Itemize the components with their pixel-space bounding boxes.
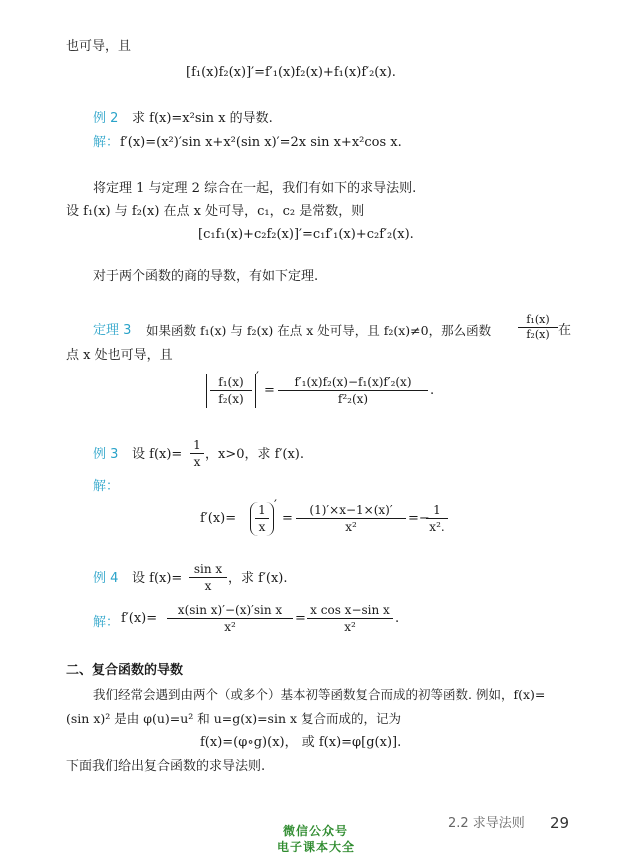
fraction-denominator: x xyxy=(189,577,227,594)
watermark-line-1: 微信公众号 xyxy=(283,824,349,838)
prime-mark: ′ xyxy=(274,498,277,513)
text-line: 点 x 处也可导，且 xyxy=(66,348,173,363)
solution-label: 解： xyxy=(93,135,120,150)
example-4-fraction xyxy=(189,561,227,594)
equals-sign: = xyxy=(295,611,306,626)
equals-sign: = xyxy=(282,511,293,526)
footer-section-title: 2.2 求导法则 xyxy=(448,816,525,831)
solution-label: 解： xyxy=(93,479,120,494)
paragraph-line: 我们经常会遇到由两个（或多个）基本初等函数复合而成的初等函数. 例如，f(x)= xyxy=(93,687,546,702)
fraction-numerator: sin x xyxy=(193,562,223,576)
text-line: ，求 f′(x). xyxy=(228,571,288,586)
bracketed-fraction xyxy=(206,374,256,408)
period: . xyxy=(395,611,400,626)
example-3-fraction xyxy=(190,437,204,470)
paragraph-line: (sin x)² 是由 φ(u)=u² 和 u=g(x)=sin x 复合而成的，记为 xyxy=(66,711,401,726)
text-line: 在 xyxy=(558,323,572,338)
fraction-denominator: x² xyxy=(307,618,393,635)
fraction-numerator: f₁(x) xyxy=(526,313,550,326)
text-line: 设 f₁(x) 与 f₂(x) 在点 x 处可导，c₁，c₂ 是常数，则 xyxy=(66,204,365,219)
fraction-numerator: x cos x−sin x xyxy=(310,603,390,617)
section-heading: 二、复合函数的导数 xyxy=(66,663,184,678)
first-fraction xyxy=(167,602,293,635)
solution-label: 解： xyxy=(93,615,120,630)
text-line: ，x>0，求 f′(x). xyxy=(205,447,304,462)
fraction-numerator: f₁(x) xyxy=(218,375,244,389)
fraction-numerator: f′₁(x)f₂(x)−f₁(x)f′₂(x) xyxy=(294,375,412,389)
example-4-label: 例 4 xyxy=(93,571,119,586)
text-line: 对于两个函数的商的导数，有如下定理. xyxy=(93,269,319,284)
theorem-3-text: 如果函数 f₁(x) 与 f₂(x) 在点 x 处可导，且 f₂(x)≠0，那么函数 xyxy=(146,323,492,338)
page-number: 29 xyxy=(550,814,570,832)
fraction-numerator: (1)′×x−1×(x)′ xyxy=(309,503,393,517)
example-2-label: 例 2 xyxy=(93,111,119,126)
example-3-label: 例 3 xyxy=(93,447,119,462)
theorem-3-fraction xyxy=(518,313,558,342)
formula-linear-rule: [c₁f₁(x)+c₂f₂(x)]′=c₁f′₁(x)+c₂f′₂(x). xyxy=(198,227,414,242)
fraction-denominator: f₂(x) xyxy=(518,327,558,342)
formula-product-rule: [f₁(x)f₂(x)]′=f′₁(x)f₂(x)+f₁(x)f′₂(x). xyxy=(186,65,396,80)
paragraph-line: 下面我们给出复合函数的求导法则. xyxy=(66,759,266,774)
result-fraction xyxy=(426,502,448,535)
formula-lhs: f′(x)= xyxy=(121,611,158,626)
fraction-denominator: x xyxy=(255,518,269,535)
theorem-3-label: 定理 3 xyxy=(93,323,132,338)
example-2-solution: f′(x)=(x²)′sin x+x²(sin x)′=2x sin x+x²cos x. xyxy=(120,135,402,150)
quotient-rule-fraction xyxy=(278,374,428,407)
fraction-numerator: 1 xyxy=(433,503,441,517)
formula-lhs: f′(x)= xyxy=(200,511,237,526)
text-line: 将定理 1 与定理 2 综合在一起，我们有如下的求导法则. xyxy=(93,181,417,196)
period: . xyxy=(430,383,435,398)
text-line: 也可导，且 xyxy=(66,39,132,54)
example-2-text: 求 f(x)=x²sin x 的导数. xyxy=(132,111,273,126)
prime-mark: ′ xyxy=(256,370,259,385)
fraction-numerator: 1 xyxy=(193,438,201,452)
second-fraction xyxy=(307,602,393,635)
fraction-denominator: f₂(x) xyxy=(210,390,252,407)
example-4-text: 设 f(x)= xyxy=(132,571,183,586)
fraction-denominator: x² xyxy=(167,618,293,635)
fraction-denominator: x². xyxy=(426,518,448,535)
equals-minus: =− xyxy=(408,511,430,526)
fraction-numerator: x(sin x)′−(x)′sin x xyxy=(177,603,283,617)
example-3-text: 设 f(x)= xyxy=(132,447,183,462)
watermark-line-2: 电子课本大全 xyxy=(277,840,356,854)
parenthesized-fraction xyxy=(250,502,274,536)
fraction-numerator: 1 xyxy=(258,503,266,517)
fraction-denominator: x xyxy=(190,453,204,470)
main-fraction xyxy=(296,502,406,535)
fraction-denominator: x² xyxy=(296,518,406,535)
formula-composition: f(x)=(φ∘g)(x)， 或 f(x)=φ[g(x)]. xyxy=(200,735,402,750)
equals-sign: = xyxy=(264,383,275,398)
fraction-denominator: f²₂(x) xyxy=(278,390,428,407)
